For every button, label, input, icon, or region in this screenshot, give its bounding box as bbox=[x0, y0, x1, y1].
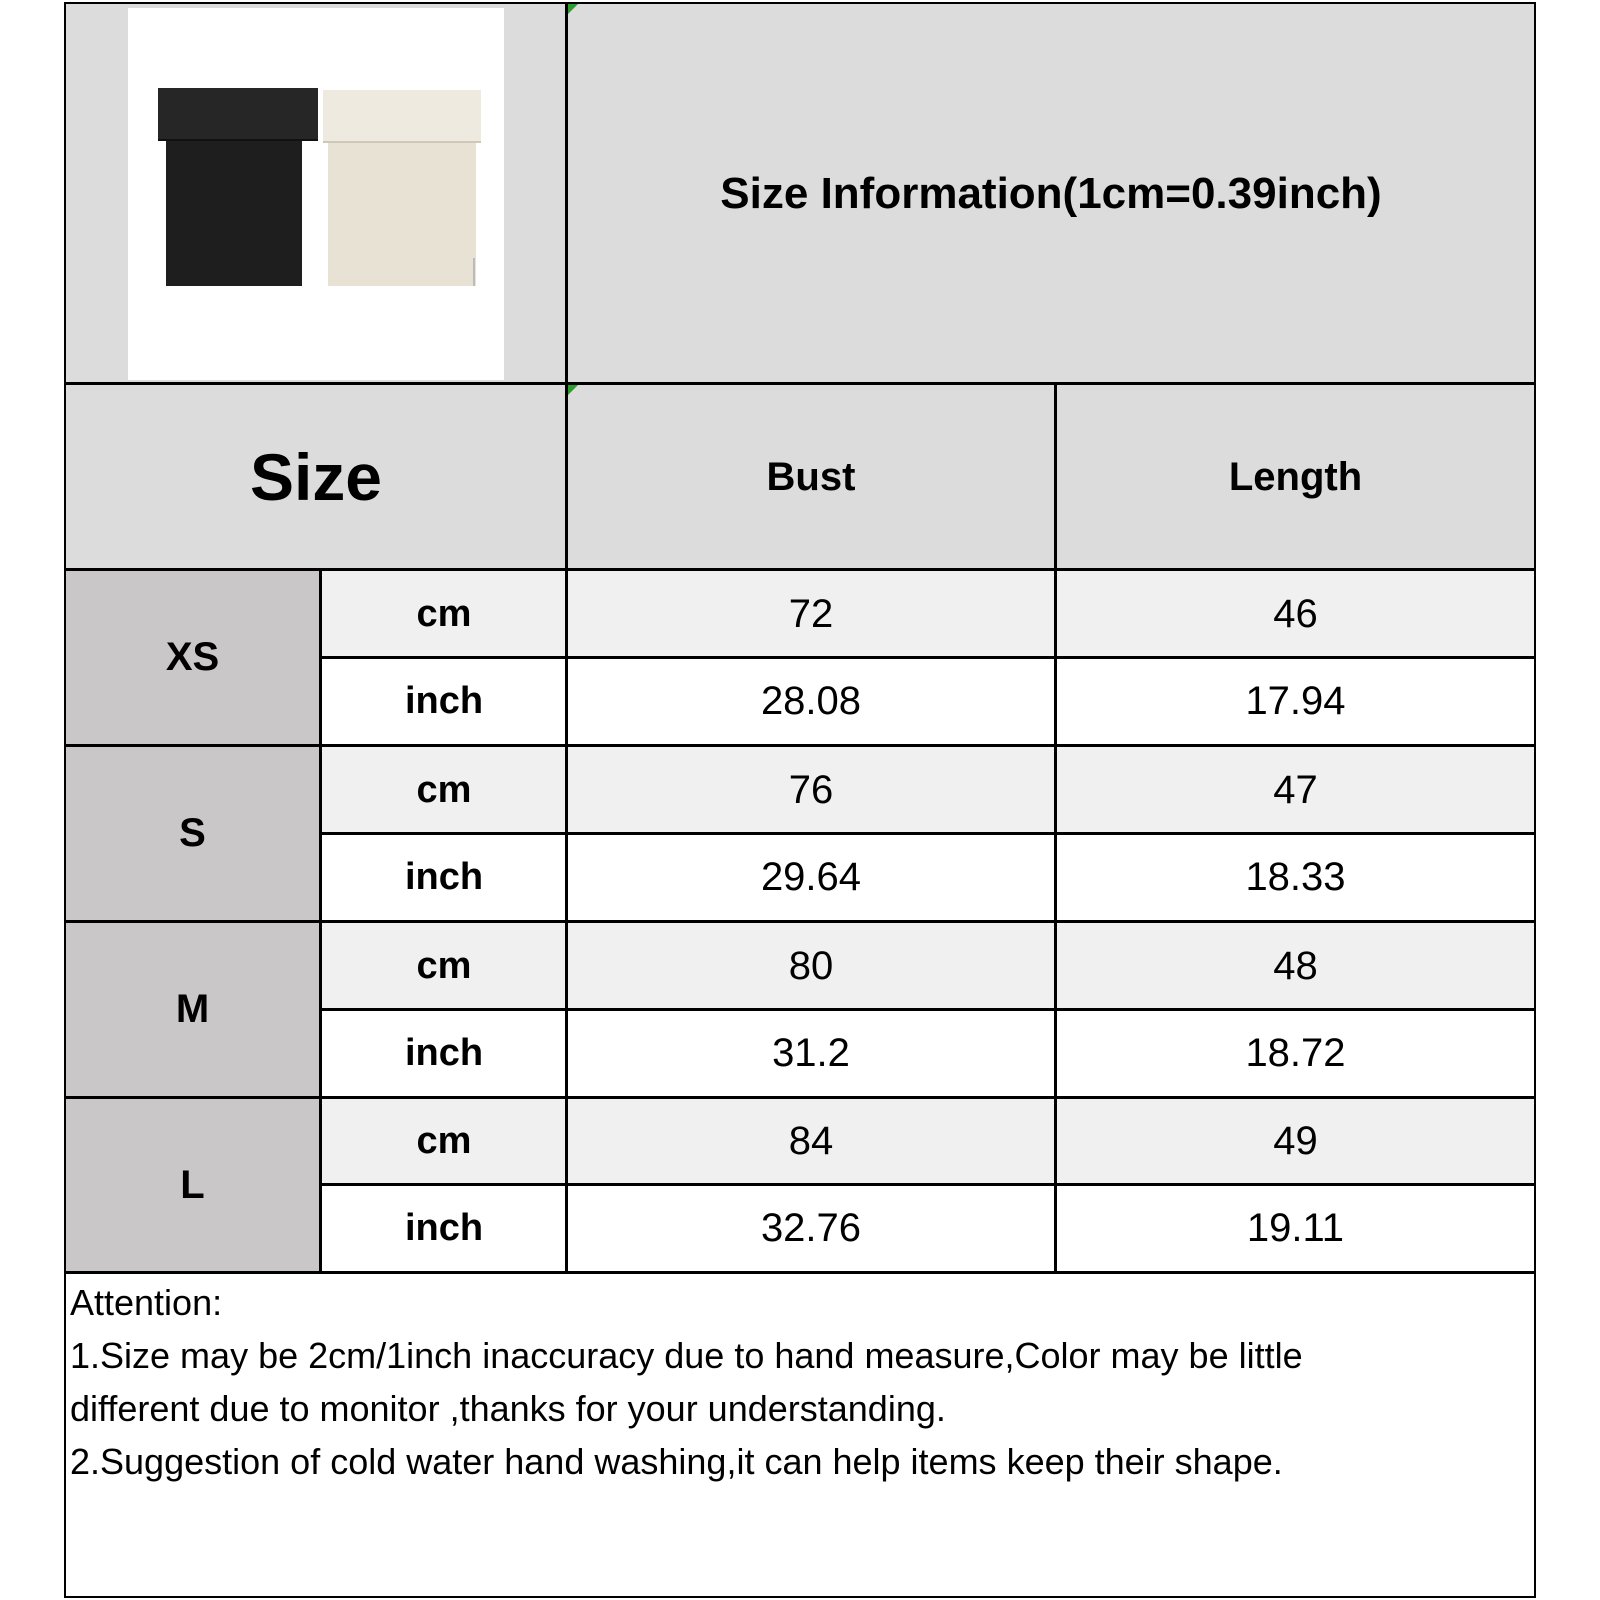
unit-cell bbox=[322, 1011, 566, 1096]
cell-marker bbox=[568, 4, 578, 14]
length-cell bbox=[1057, 1011, 1534, 1096]
length-cell bbox=[1057, 747, 1534, 833]
unit-label: cm bbox=[416, 592, 472, 635]
unit-label: cm bbox=[416, 768, 472, 811]
length-cell bbox=[1057, 659, 1534, 744]
bust-cell bbox=[568, 1011, 1054, 1096]
unit-cell bbox=[322, 835, 566, 920]
product-photo-panel bbox=[66, 4, 566, 384]
length-cell bbox=[1057, 923, 1534, 1009]
unit-cell bbox=[322, 1099, 566, 1184]
size-label: XS bbox=[165, 635, 220, 679]
bust-value: 28.08 bbox=[760, 679, 862, 723]
bust-value: 80 bbox=[788, 943, 834, 988]
length-value: 18.72 bbox=[1245, 1031, 1346, 1075]
bust-value: 31.2 bbox=[772, 1031, 850, 1075]
unit-label: cm bbox=[416, 1120, 472, 1162]
bust-value: 29.64 bbox=[760, 855, 862, 899]
divider bbox=[319, 832, 1536, 835]
unit-label: cm bbox=[416, 944, 472, 987]
size-label: L bbox=[180, 1162, 205, 1207]
unit-cell bbox=[322, 747, 566, 833]
size-label: M bbox=[175, 987, 210, 1031]
attention-notes bbox=[70, 1276, 1490, 1488]
notes-line: different due to monitor ,thanks for your understanding. bbox=[70, 1388, 946, 1429]
cell-marker bbox=[568, 385, 578, 395]
length-header-label: Length bbox=[1228, 454, 1363, 499]
size-cell-s bbox=[66, 747, 319, 920]
divider bbox=[64, 1096, 1536, 1099]
notes-line: 1.Size may be 2cm/1inch inaccuracy due to hand measure,Color may be little bbox=[70, 1335, 1303, 1376]
length-value: 17.94 bbox=[1245, 679, 1346, 723]
unit-cell bbox=[322, 923, 566, 1009]
bust-cell bbox=[568, 747, 1054, 833]
bust-cell bbox=[568, 571, 1054, 657]
divider bbox=[319, 1183, 1536, 1186]
length-value: 18.33 bbox=[1245, 855, 1346, 899]
cream-top-image bbox=[323, 90, 481, 286]
divider bbox=[319, 568, 322, 1274]
size-header-label: Size bbox=[249, 440, 383, 514]
bust-value: 84 bbox=[788, 1119, 834, 1163]
size-cell-xs bbox=[66, 571, 319, 744]
length-value: 49 bbox=[1273, 1119, 1318, 1163]
unit-cell bbox=[322, 571, 566, 657]
black-top-image bbox=[158, 88, 318, 286]
divider bbox=[565, 2, 568, 1274]
unit-cell bbox=[322, 659, 566, 744]
length-cell bbox=[1057, 835, 1534, 920]
divider bbox=[319, 656, 1536, 659]
notes-heading: Attention: bbox=[70, 1282, 223, 1323]
unit-label: inch bbox=[404, 856, 484, 898]
size-label: S bbox=[179, 811, 206, 855]
title-cell bbox=[568, 4, 1534, 384]
bust-cell bbox=[568, 1186, 1054, 1271]
divider bbox=[1054, 382, 1057, 1274]
bust-header bbox=[568, 385, 1054, 569]
bust-cell bbox=[568, 1099, 1054, 1184]
length-value: 48 bbox=[1273, 943, 1318, 988]
bust-value: 76 bbox=[788, 767, 834, 812]
divider bbox=[64, 920, 1536, 923]
unit-label: inch bbox=[404, 1032, 484, 1074]
length-value: 19.11 bbox=[1246, 1206, 1345, 1250]
divider bbox=[64, 568, 1536, 571]
length-cell bbox=[1057, 1099, 1534, 1184]
unit-cell bbox=[322, 1186, 566, 1271]
bust-cell bbox=[568, 923, 1054, 1009]
bust-cell bbox=[568, 659, 1054, 744]
length-value: 47 bbox=[1273, 767, 1318, 812]
page-title: Size Information(1cm=0.39inch) bbox=[720, 169, 1382, 218]
length-cell bbox=[1057, 571, 1534, 657]
bust-header-label: Bust bbox=[766, 454, 856, 499]
divider bbox=[319, 1008, 1536, 1011]
bust-value: 32.76 bbox=[760, 1206, 862, 1250]
size-cell-m bbox=[66, 923, 319, 1096]
product-photo bbox=[128, 8, 504, 380]
divider bbox=[64, 1271, 1536, 1274]
bust-value: 72 bbox=[788, 591, 834, 636]
size-header bbox=[66, 385, 566, 569]
length-value: 46 bbox=[1273, 591, 1318, 636]
product-image bbox=[128, 8, 504, 380]
unit-label: inch bbox=[404, 680, 484, 722]
bust-cell bbox=[568, 835, 1054, 920]
length-cell bbox=[1057, 1186, 1534, 1271]
size-cell-l bbox=[66, 1099, 319, 1271]
length-header bbox=[1057, 385, 1534, 569]
divider bbox=[64, 382, 1536, 385]
divider bbox=[64, 744, 1536, 747]
unit-label: inch bbox=[404, 1207, 484, 1249]
notes-line: 2.Suggestion of cold water hand washing,it can help items keep their shape. bbox=[70, 1441, 1283, 1482]
